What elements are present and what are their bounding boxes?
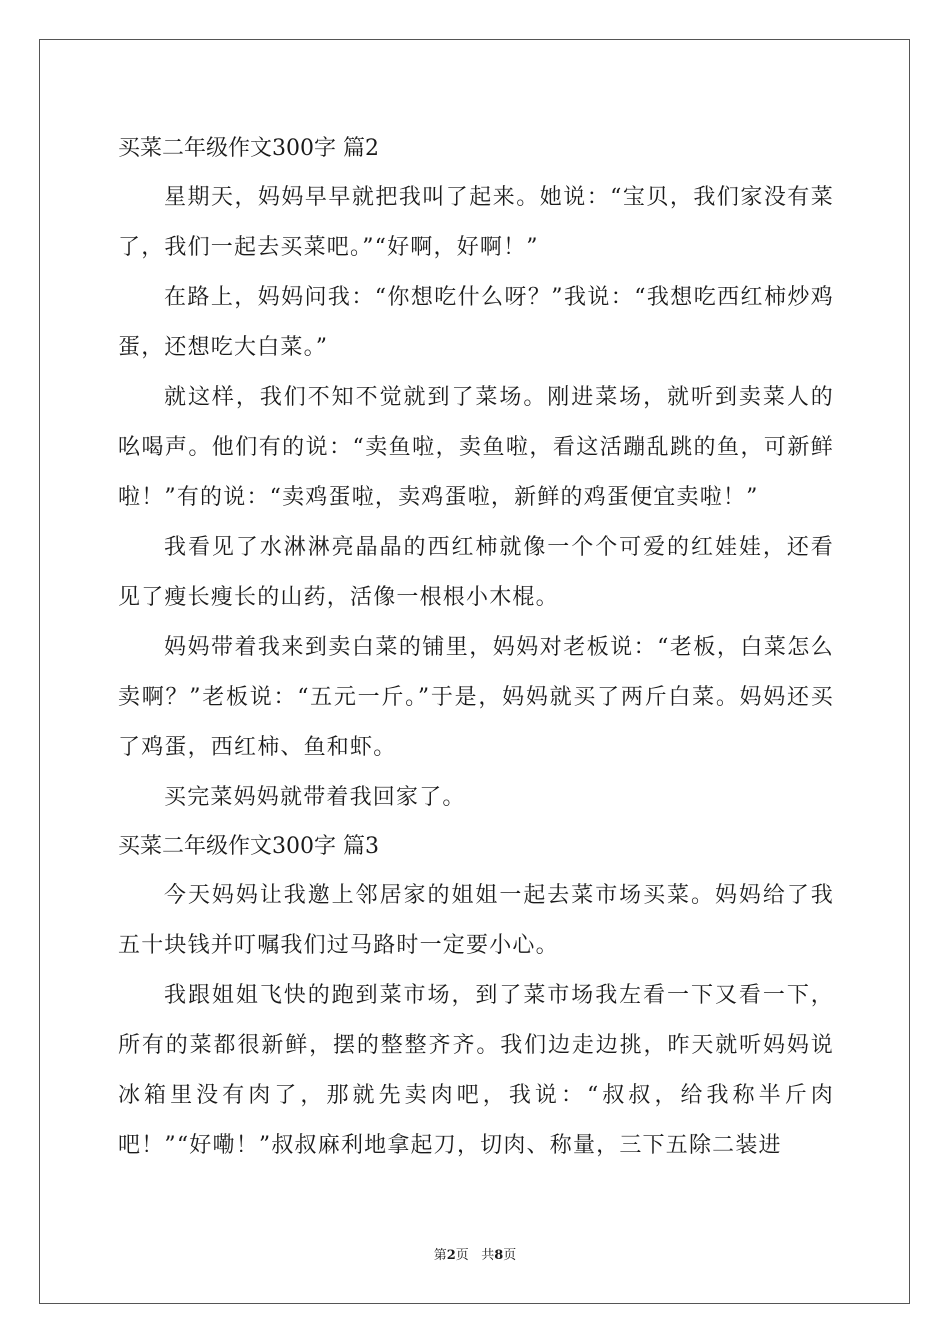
paragraph: 我跟姐姐飞快的跑到菜市场，到了菜市场我左看一下又看一下，所有的菜都很新鲜，摆的整整齐齐。我们边走边挑，昨天就听妈妈说冰箱里没有肉了，那就先卖肉吧，我说：“叔叔，给我称半斤肉吧！”“好嘞！”叔叔麻利地拿起刀，切肉、称量，三下五除二装进: [118, 983, 834, 1158]
section-heading: 买菜二年级作文300字 篇3: [118, 834, 379, 859]
paragraph: 买完菜妈妈就带着我回家了。: [164, 785, 466, 810]
paragraph: 就这样，我们不知不觉就到了菜场。刚进菜场，就听到卖菜人的吆喝声。他们有的说：“卖鱼啦，卖鱼啦，看这活蹦乱跳的鱼，可新鲜啦！”有的说：“卖鸡蛋啦，卖鸡蛋啦，新鲜的鸡蛋便宜卖啦！”: [118, 385, 834, 510]
total-suffix: 页: [503, 1248, 517, 1263]
document-body: [118, 125, 834, 1171]
page-total: 8: [494, 1248, 504, 1263]
paragraph: 今天妈妈让我邀上邻居家的姐姐一起去菜市场买菜。妈妈给了我五十块钱并叮嘱我们过马路时一定要小心。: [118, 883, 834, 958]
page-number-current: 2: [446, 1248, 456, 1263]
page-footer: [0, 1248, 950, 1264]
paragraph: 妈妈带着我来到卖白菜的铺里，妈妈对老板说：“老板，白菜怎么卖啊？”老板说：“五元一斤。”于是，妈妈就买了两斤白菜。妈妈还买了鸡蛋，西红柿、鱼和虾。: [118, 635, 834, 760]
page-prefix: 第: [433, 1248, 447, 1263]
section-heading: 买菜二年级作文300字 篇2: [118, 136, 379, 161]
paragraph: 我看见了水淋淋亮晶晶的西红柿就像一个个可爱的红娃娃，还看见了瘦长瘦长的山药，活像一根根小木棍。: [118, 535, 834, 610]
paragraph: 星期天，妈妈早早就把我叫了起来。她说：“宝贝，我们家没有菜了，我们一起去买菜吧。”“好啊，好啊！”: [118, 185, 834, 260]
paragraph: 在路上，妈妈问我：“你想吃什么呀？”我说：“我想吃西红柿炒鸡蛋，还想吃大白菜。”: [118, 285, 834, 360]
total-prefix: 共: [481, 1248, 495, 1263]
page-mid: 页: [455, 1248, 469, 1263]
